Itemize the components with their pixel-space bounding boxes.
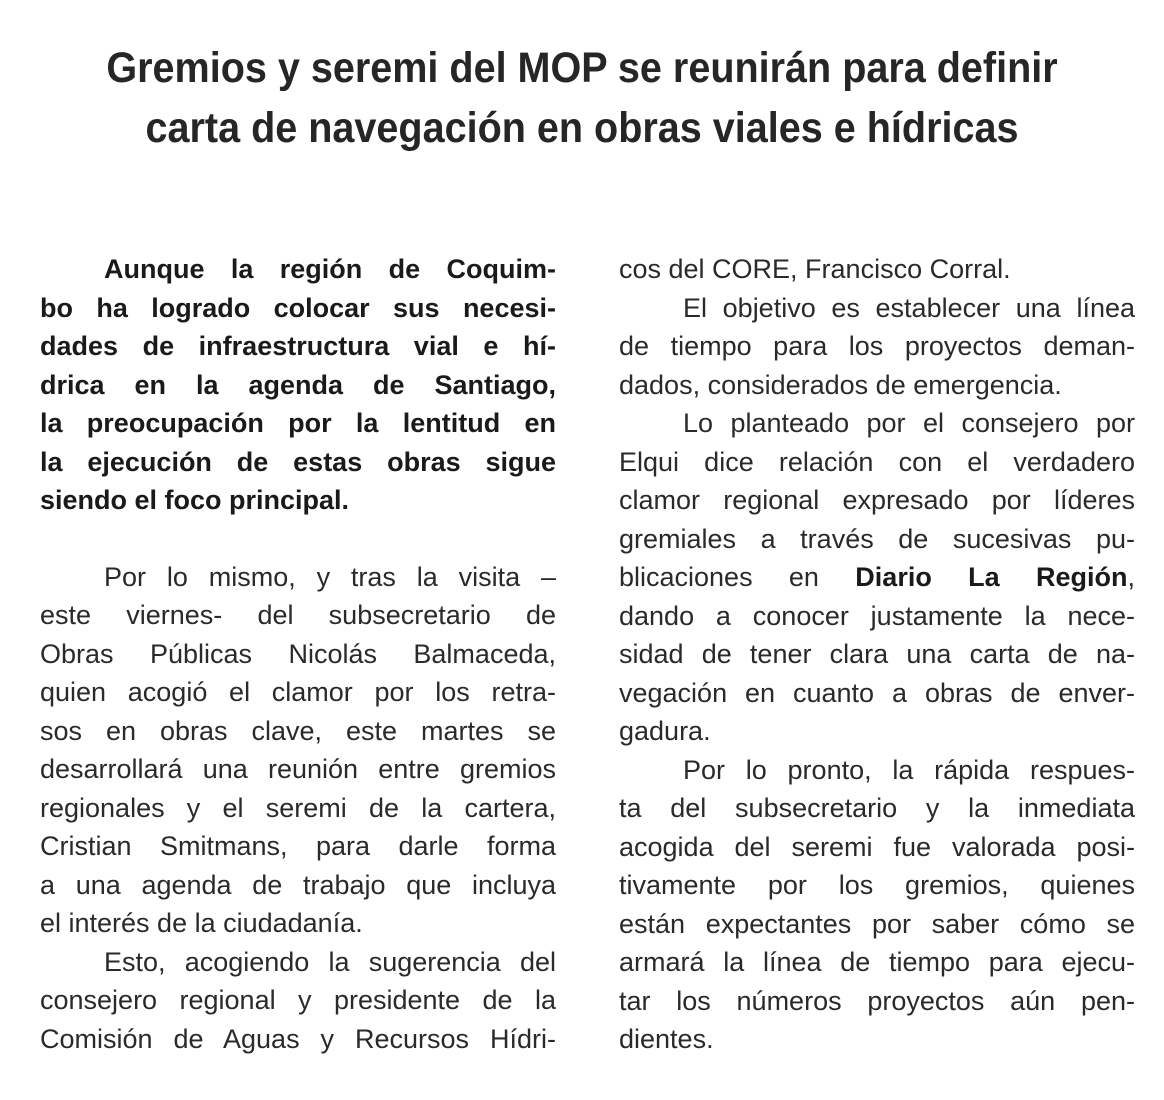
body-line: este viernes- del subsecretario de [40,600,556,630]
body-line: vegación en cuanto a obras de enver- [619,677,1135,708]
headline-line: Gremios y seremi del MOP se reunirán para definir [106,44,1058,92]
body-line: regionales y el seremi de la cartera, [40,792,556,823]
body-line: el interés de la ciudadanía. [40,908,363,938]
headline [65,38,1099,158]
body-paragraph [40,558,556,943]
body-line: consejero regional y presidente de la [40,985,556,1015]
body-text: blicaciones en [619,562,819,592]
body-line: cos del CORE, Francisco Corral. [619,254,1011,284]
lead-line: Aunque la región de Coquim- [104,254,556,284]
body-line: dados, considerados de emergencia. [619,369,1062,400]
body-line: desarrollará una reunión entre gremios [40,754,556,784]
body-line: armará la línea de tiempo para ejecu- [619,947,1135,977]
body-paragraph [619,404,1135,751]
lead-line: bo ha logrado colocar sus necesi- [40,292,556,323]
body-line: Comisión de Aguas y Recursos Hídri- [40,1023,556,1054]
body-line [619,558,1135,597]
newspaper-name: Diario La Región [855,562,1128,592]
body-paragraph [619,751,1135,1059]
body-line: Cristian Smitmans, para darle forma [40,831,556,861]
body-line: están expectantes por saber cómo se [619,908,1135,939]
left-column [40,250,556,1058]
right-column [619,250,1135,1059]
body-line: sidad de tener clara una carta de na- [619,639,1135,669]
body-paragraph [40,943,556,1059]
body-line: gremiales a través de sucesivas pu- [619,523,1135,554]
lead-line: la ejecución de estas obras sigue [40,446,556,477]
body-line: sos en obras clave, este martes se [40,715,556,746]
body-line: quien acogió el clamor por los retra- [40,677,556,707]
body-line: Por lo mismo, y tras la visita – [104,561,556,592]
body-line: El objetivo es establecer una línea [683,292,1135,323]
body-line: dientes. [619,1024,714,1054]
body-line: de tiempo para los proyectos deman- [619,331,1135,361]
body-line: Obras Públicas Nicolás Balmaceda, [40,638,556,669]
body-line: acogida del seremi fue valorada posi- [619,831,1135,862]
body-line: tivamente por los gremios, quienes [619,870,1135,900]
body-line: tar los números proyectos aún pen- [619,985,1135,1016]
body-paragraph [619,250,1135,289]
lead-line: siendo el foco principal. [40,485,350,515]
body-line: a una agenda de trabajo que incluya [40,869,556,900]
headline-line: carta de navegación en obras viales e hídricas [145,104,1019,152]
body-paragraph [619,289,1135,405]
body-line: clamor regional expresado por líderes [619,485,1135,515]
body-line: Elqui dice relación con el verdadero [619,446,1135,477]
lead-line: dades de infraestructura vial e hí- [40,331,556,361]
body-line: dando a conocer justamente la nece- [619,600,1135,631]
body-line: ta del subsecretario y la inmediata [619,793,1135,823]
body-line: Lo planteado por el consejero por [683,408,1135,438]
paragraph-gap [40,520,556,558]
body-line: Por lo pronto, la rápida respues- [683,754,1135,785]
body-text: , [1127,562,1135,592]
body-line: gadura. [619,716,711,746]
lead-paragraph [40,250,556,520]
lead-line: drica en la agenda de Santiago, [40,369,556,400]
lead-line: la preocupación por la lentitud en [40,408,556,438]
body-line: Esto, acogiendo la sugerencia del [104,946,556,977]
